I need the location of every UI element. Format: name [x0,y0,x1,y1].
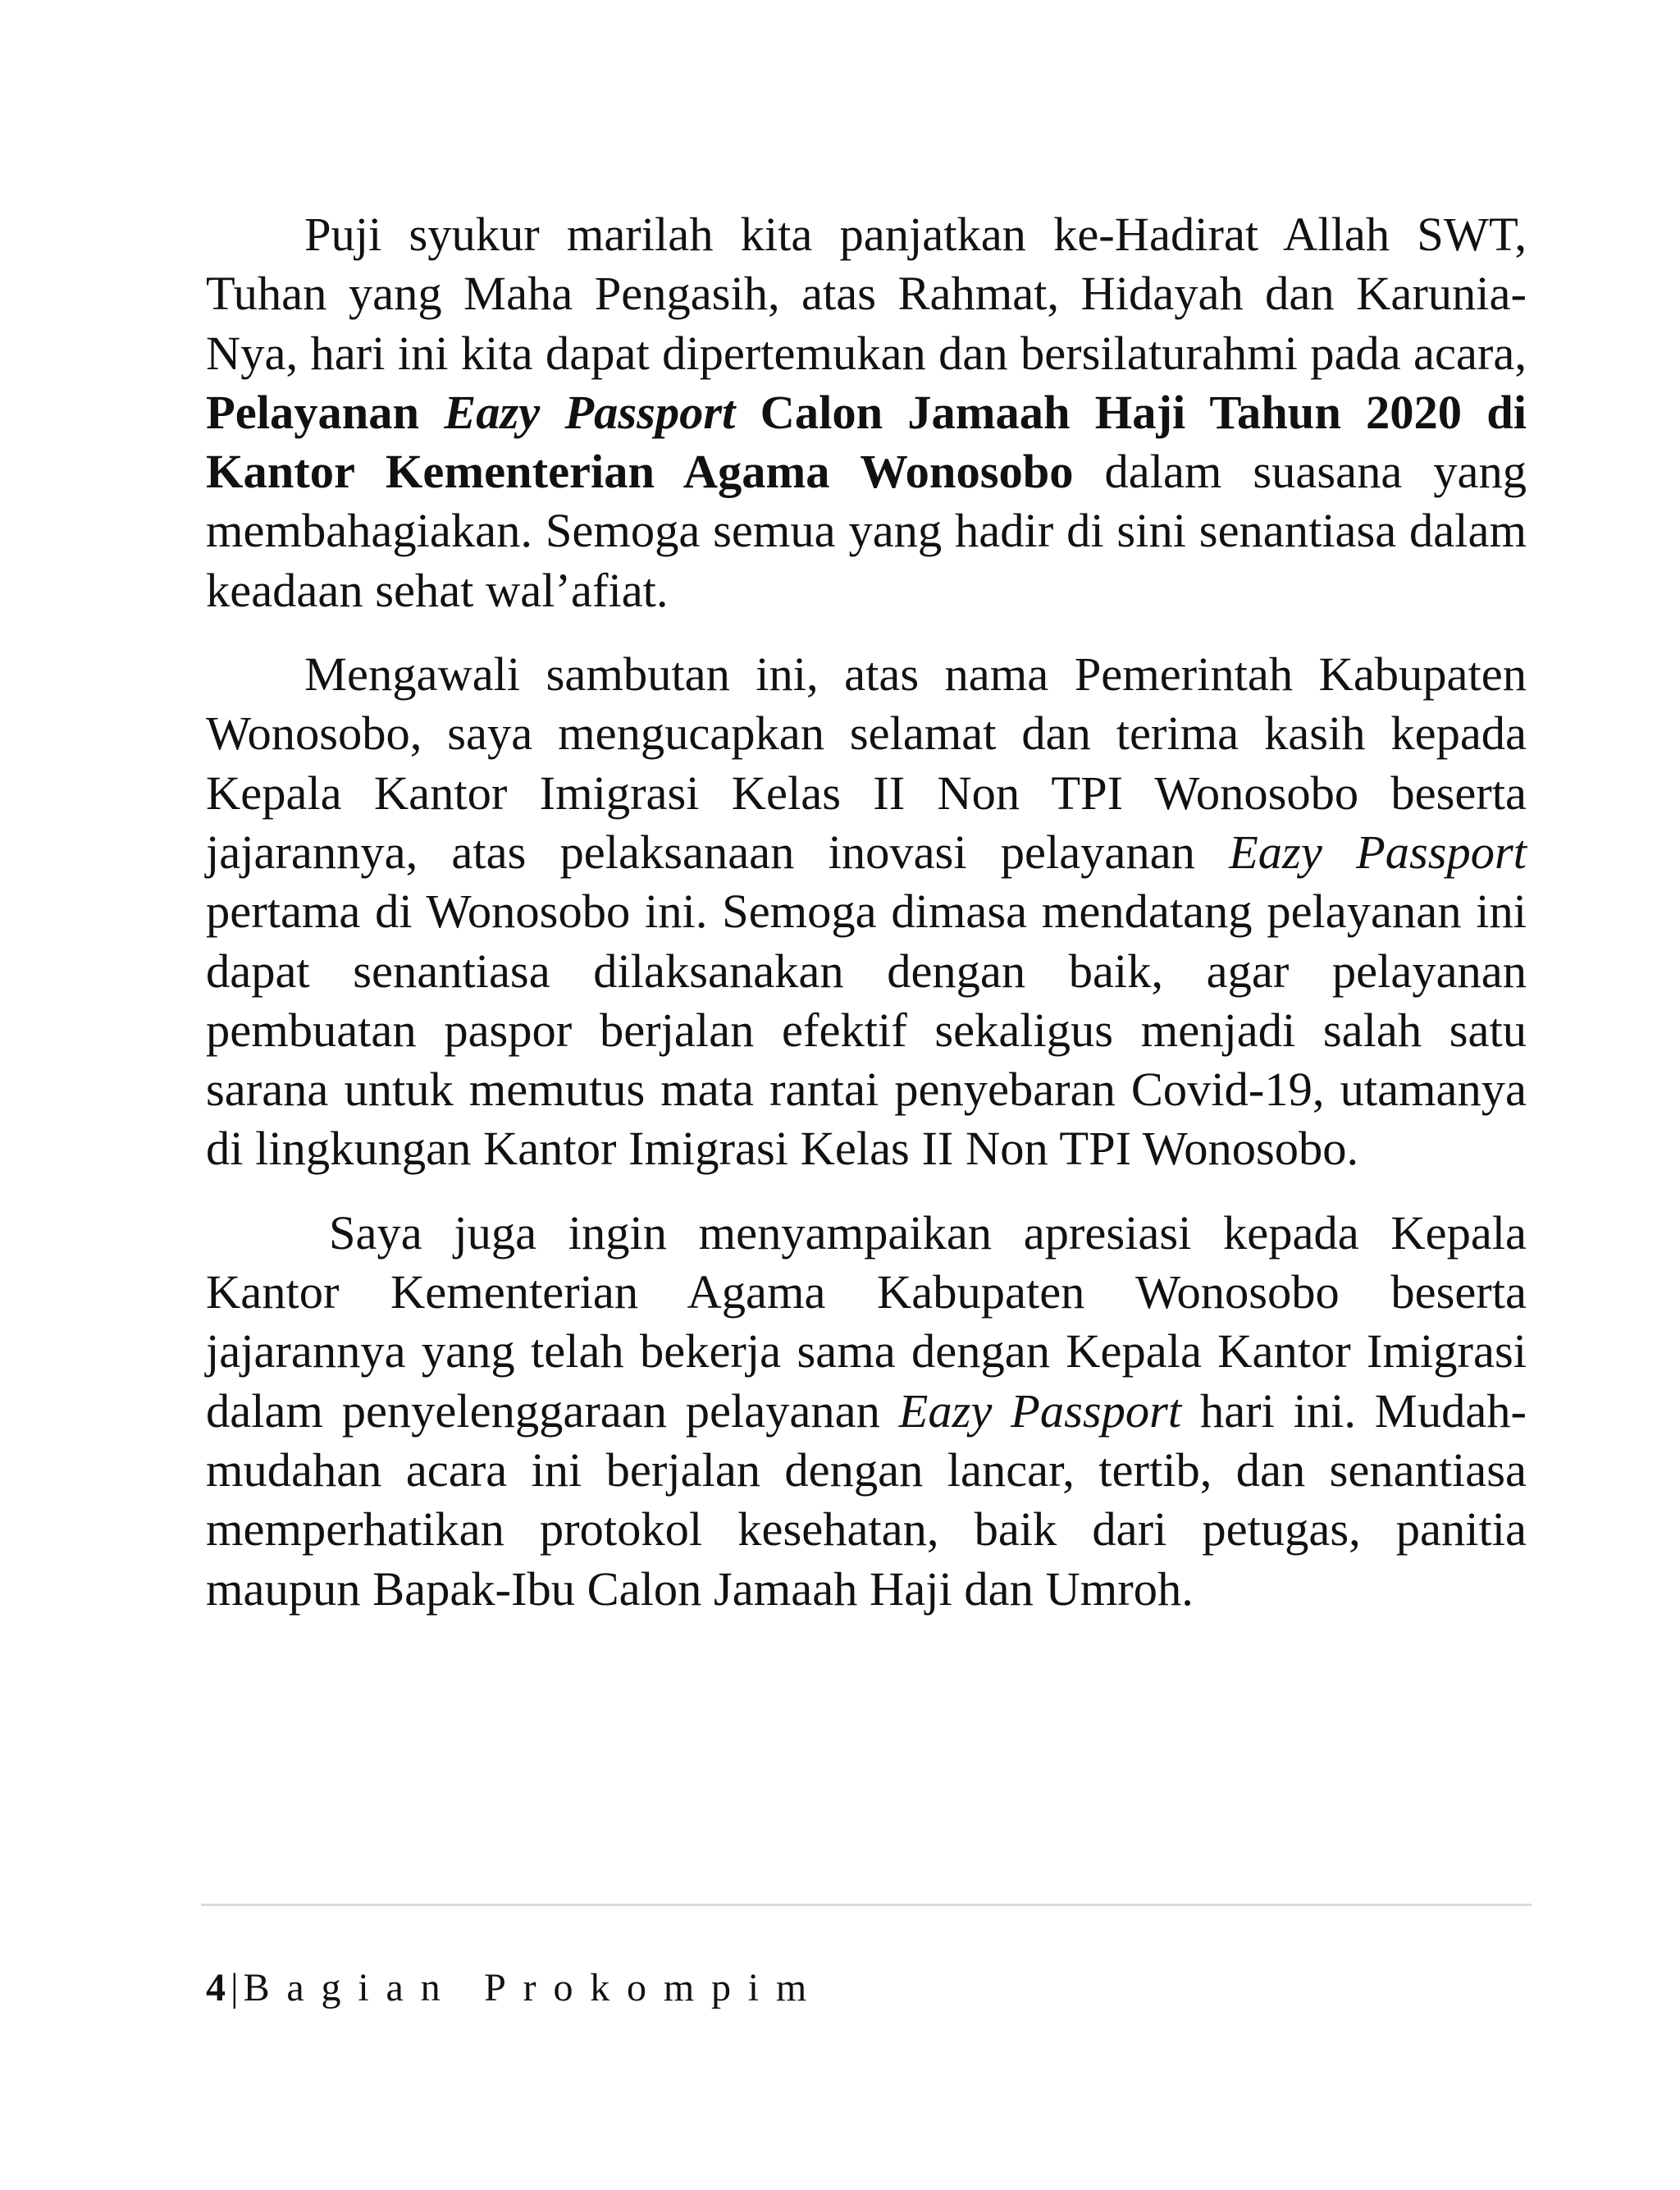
paragraph-text: Mengawali sambutan ini, atas nama Pemerintah Kabupaten Wonosobo, saya mengucapkan selamat dan terima kasih kepada Kepala Kantor Imigrasi Kelas II Non TPI Wonosobo beserta jajarannya, atas pelaksanaan inovasi pelayanan [206,647,1527,879]
footer-divider [201,1904,1532,1906]
paragraph-text: dalam suasana yang membahagiakan. Semoga semua yang hadir di sini senantiasa dalam keadaan sehat wal’afiat. [206,445,1527,617]
paragraph-acknowledgement [206,645,1527,1179]
page-number: 4 [206,1966,226,2009]
event-title-italic: Eazy Passport [444,385,736,439]
paragraph-opening [206,205,1527,620]
event-title-bold: Calon Jamaah Haji Tahun 2020 di Kantor Kementerian Agama Wonosobo [206,385,1527,499]
paragraph-text: pertama di Wonosobo ini. Semoga dimasa mendatang pelayanan ini dapat senantiasa dilaksanakan dengan baik, agar pelayanan pembuatan paspor berjalan efektif sekaligus menjadi salah satu sarana untuk memutus mata rantai penyebaran Covid-19, utamanya di lingkungan Kantor Imigrasi Kelas II Non TPI Wonosobo. [206,885,1527,1176]
service-name-italic: Eazy Passport [898,1383,1182,1438]
footer-label: Bagian Prokompim [243,1966,824,2009]
event-title-bold: Pelayanan [206,385,445,439]
paragraph-appreciation [206,1204,1527,1619]
footer-separator: | [231,1966,239,2009]
paragraph-text: Puji syukur marilah kita panjatkan ke-Hadirat Allah SWT, Tuhan yang Maha Pengasih, atas Rahmat, Hidayah dan Karunia-Nya, hari ini kita dapat dipertemukan dan bersilaturahmi pada acara, [206,208,1527,380]
paragraph-text: hari ini. Mudah-mudahan acara ini berjalan dengan lancar, tertib, dan senantiasa memperhatikan protokol kesehatan, baik dari petugas, panitia maupun Bapak-Ibu Calon Jamaah Haji dan Umroh. [206,1383,1527,1616]
paragraph-text: Saya juga ingin menyampaikan apresiasi kepada Kepala Kantor Kementerian Agama Kabupaten Wonosobo beserta jajarannya yang telah bekerja sama dengan Kepala Kantor Imigrasi dalam penyelenggaraan pelayanan [206,1205,1527,1438]
service-name-italic: Eazy Passport [1229,825,1527,879]
document-body [206,205,1527,1644]
page-footer [206,1964,824,2013]
